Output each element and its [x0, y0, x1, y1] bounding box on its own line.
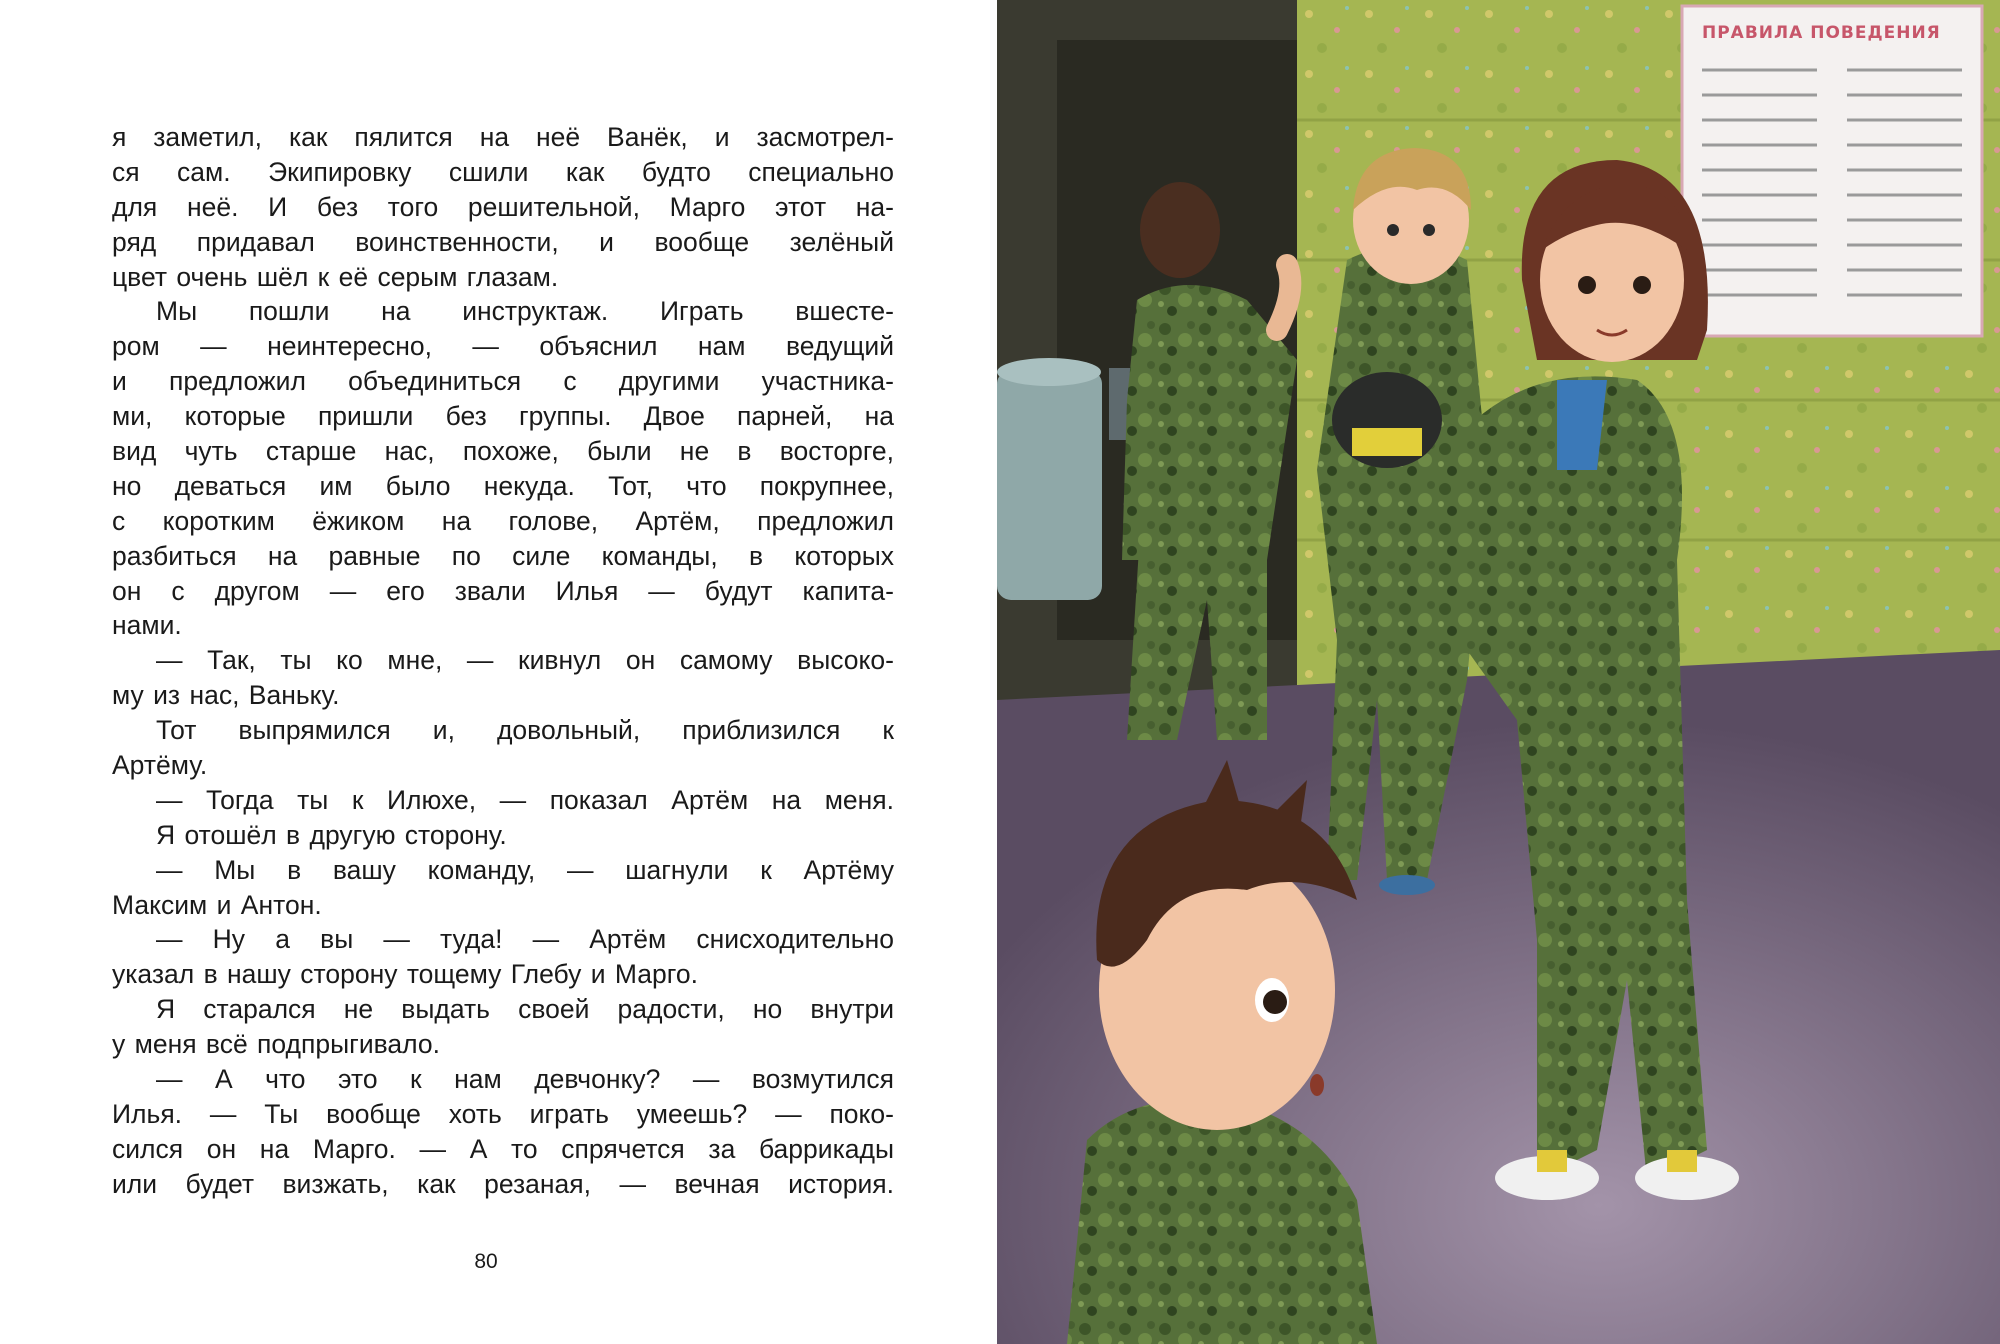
text-line: — А что это к нам девчонку? — возмутился — [156, 1064, 894, 1095]
text-line: — Мы в вашу команду, — шагнули к Артёму — [156, 854, 894, 885]
body-text — [112, 120, 894, 1202]
rules-poster — [1682, 6, 1982, 336]
text-line: Максим и Антон. — [112, 889, 322, 920]
text-line: и предложил объединиться с другими участника- — [112, 366, 894, 397]
text-line: — Тогда ты к Илюхе, — показал Артём на меня. — [156, 784, 894, 815]
text-line: ряд придавал воинственности, и вообще зелёный — [112, 226, 894, 257]
text-page — [0, 0, 997, 1344]
text-line: я заметил, как пялится на неё Ванёк, и засмотрел- — [112, 122, 894, 152]
text-line: ром — неинтересно, — объяснил нам ведущий — [112, 331, 894, 362]
poster-title: ПРАВИЛА ПОВЕДЕНИЯ — [1702, 23, 1941, 43]
text-line: Тот выпрямился и, довольный, приблизился к — [156, 715, 894, 746]
text-line: вид чуть старше нас, похоже, были не в восторге, — [112, 436, 894, 467]
text-line: с коротким ёжиком на голове, Артём, предложил — [112, 505, 894, 536]
text-line: Артёму. — [112, 750, 208, 781]
illustration-art — [997, 0, 2000, 1344]
text-line: но деваться им было некуда. Тот, что покрупнее, — [112, 470, 894, 501]
text-line: му из нас, Ваньку. — [112, 680, 340, 711]
page-number: 80 — [474, 1250, 498, 1273]
text-line: у меня всё подпрыгивало. — [112, 1029, 440, 1060]
text-line: — Так, ты ко мне, — кивнул он самому высоко- — [156, 645, 894, 676]
text-line: сился он на Марго. — А то спрячется за баррикады — [112, 1133, 894, 1164]
text-line: ми, которые пришли без группы. Двое парней, на — [112, 401, 894, 432]
text-line: нами. — [112, 610, 182, 641]
barrel — [997, 370, 1102, 600]
text-line: — Ну а вы — туда! — Артём снисходительно — [156, 924, 894, 955]
text-line: ся сам. Экипировку сшили как будто специально — [112, 156, 894, 187]
text-line: цвет очень шёл к её серым глазам. — [112, 261, 559, 292]
text-line: для неё. И без того решительной, Марго этот на- — [112, 191, 894, 222]
text-line: Мы пошли на инструктаж. Играть вшесте- — [156, 296, 894, 327]
text-line: разбиться на равные по силе команды, в которых — [112, 540, 894, 571]
text-line: он с другом — его звали Илья — будут капита- — [112, 575, 894, 606]
text-line: Я отошёл в другую сторону. — [156, 819, 507, 850]
text-line: Илья. — Ты вообще хоть играть умеешь? — поко- — [112, 1098, 894, 1129]
text-line: Я старался не выдать своей радости, но внутри — [156, 994, 894, 1025]
text-line: указал в нашу сторону тощему Глебу и Марго. — [112, 959, 698, 990]
illustration — [997, 0, 2000, 1344]
text-line: или будет визжать, как резаная, — вечная история. — [112, 1168, 894, 1199]
